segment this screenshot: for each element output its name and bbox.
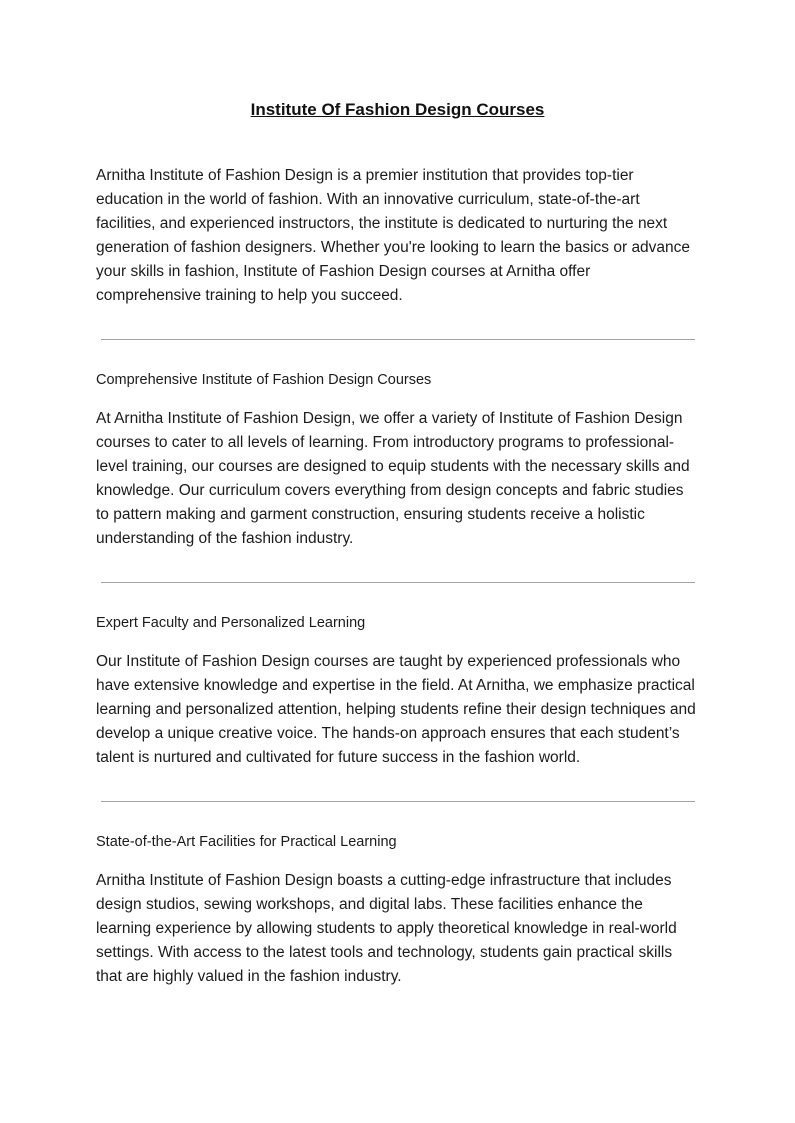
section-heading: State-of-the-Art Facilities for Practical Learning bbox=[96, 834, 397, 850]
section-divider bbox=[101, 801, 695, 802]
section-heading: Comprehensive Institute of Fashion Design Courses bbox=[96, 372, 432, 388]
section-divider bbox=[101, 339, 695, 340]
section-expert-faculty bbox=[96, 615, 699, 770]
section-comprehensive-courses bbox=[96, 372, 699, 551]
section-paragraph: At Arnitha Institute of Fashion Design, we offer a variety of Institute of Fashion Design courses to cater to all levels of learning. From introductory programs to professional-level training, our courses are designed to equip students with the necessary skills and knowledge. Our curriculum covers everything from design concepts and fabric studies to pattern making and garment construction, ensuring students receive a holistic understanding of the fashion industry. bbox=[96, 410, 690, 547]
section-paragraph: Arnitha Institute of Fashion Design boasts a cutting-edge infrastructure that includes design studios, sewing workshops, and digital labs. These facilities enhance the learning experience by allowing students to apply theoretical knowledge in real-world settings. With access to the latest tools and technology, students gain practical skills that are highly valued in the fashion industry. bbox=[96, 872, 677, 985]
section-facilities bbox=[96, 834, 699, 989]
page-title: Institute Of Fashion Design Courses bbox=[250, 100, 545, 119]
section-heading: Expert Faculty and Personalized Learning bbox=[96, 615, 366, 631]
section-paragraph: Our Institute of Fashion Design courses are taught by experienced professionals who have extensive knowledge and expertise in the field. At Arnitha, we emphasize practical learning and personalized attention, helping students refine their design techniques and develop a unique creative voice. The hands-on approach ensures that each student’s talent is nurtured and cultivated for future success in the fashion world. bbox=[96, 653, 696, 766]
intro-paragraph: Arnitha Institute of Fashion Design is a premier institution that provides top-tier education in the world of fashion. With an innovative curriculum, state-of-the-art facilities, and experienced instructors, the institute is dedicated to nurturing the next generation of fashion designers. Whether you're looking to learn the basics or advance your skills in fashion, Institute of Fashion Design courses at Arnitha offer comprehensive training to help you succeed. bbox=[96, 167, 691, 304]
section-divider bbox=[101, 582, 695, 583]
